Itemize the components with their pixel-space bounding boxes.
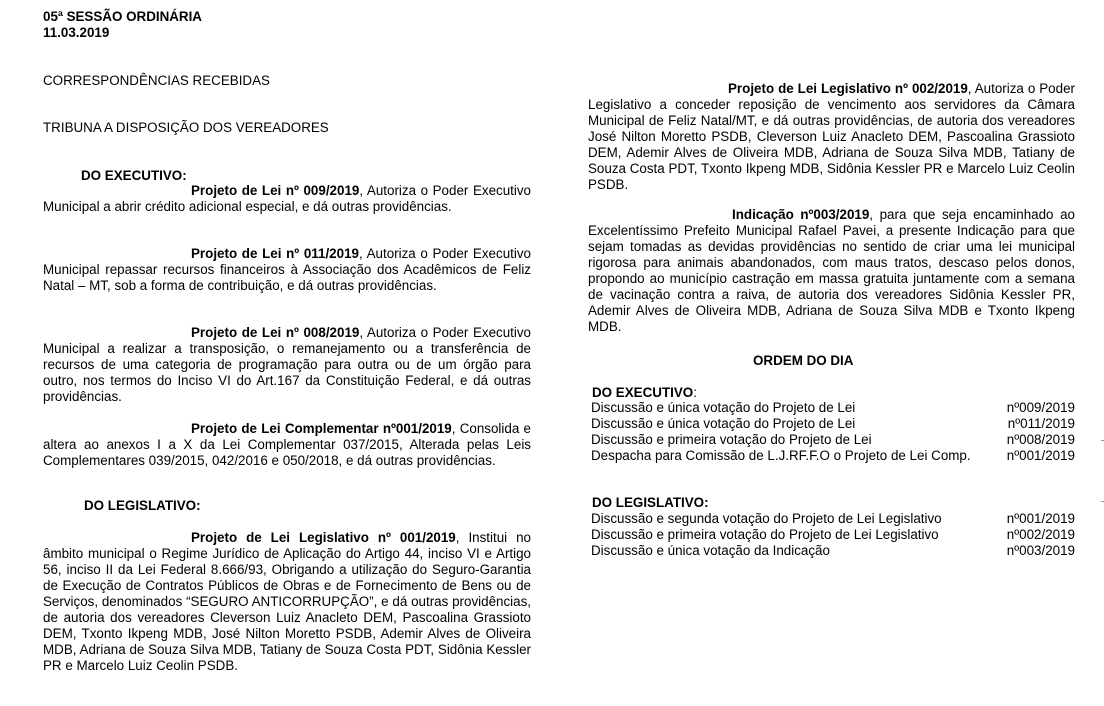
exec-item-3-title: Projeto de Lei nº 008/2019 [191, 325, 360, 340]
agenda-legislativo-heading: DO LEGISLATIVO: [592, 495, 709, 510]
right-item-2: Indicação nº003/2019, para que seja encaminhado ao Excelentíssimo Prefeito Municipal Rafael Pavei, a presente Indicação para que sejam tomadas as devidas providências no sentido de criar uma lei municipal rigorosa para animais abandonados, com maus tratos, descaso pelos donos, propondo ao município castração em massa gratuita juntamente com a semana de vacinação contra a raiva, de autoria dos vereadores Sidônia Kessler PR, Ademir Alves de Oliveira MDB, Adriana de Souza Silva MDB e Txonto Ikpeng MDB. [588, 207, 1075, 334]
exec-item-1: Projeto de Lei nº 009/2019, Autoriza o Poder Executivo Municipal a abrir crédito adicional especial, e dá outras providências. [43, 183, 531, 214]
executivo-heading: DO EXECUTIVO: [81, 168, 187, 183]
exec-item-1-title: Projeto de Lei nº 009/2019 [191, 183, 360, 198]
section-tribuna: TRIBUNA A DISPOSIÇÃO DOS VEREADORES [43, 120, 329, 135]
agenda-leg-row: Discussão e primeira votação do Projeto de Lei Legislativo nº002/2019 [591, 527, 1075, 542]
section-correspondencias: CORRESPONDÊNCIAS RECEBIDAS [43, 73, 270, 88]
leg-item-1-title: Projeto de Lei Legislativo nº 001/2019 [191, 530, 456, 545]
right-item-1: Projeto de Lei Legislativo nº 002/2019, Autoriza o Poder Legislativo a conceder reposição de vencimento aos servidores da Câmara Municipal de Feliz Natal/MT, e dá outras providências, de autoria dos vereadores José Nilton Moretto PSDB, Cleverson Luiz Anacleto DEM, Pascoalina Grassioto DEM, Ademir Alves de Oliveira MDB, Adriana de Souza Silva MDB, Tatiany de Souza Costa PDT, Txonto Ikpeng MDB, Sidônia Kessler PR e Marcelo Luiz Ceolin PSDB. [588, 81, 1075, 192]
exec-item-2: Projeto de Lei nº 011/2019, Autoriza o Poder Executivo Municipal repassar recursos financeiros à Associação dos Acadêmicos de Feliz Natal – MT, sob a forma de contribuição, e dá outras providências. [43, 246, 531, 293]
ordem-do-dia-heading: ORDEM DO DIA [753, 353, 854, 368]
agenda-exec-row: Discussão e primeira votação do Projeto de Lei nº008/2019 [591, 432, 1075, 447]
right-item-1-title: Projeto de Lei Legislativo nº 002/2019 [728, 81, 968, 96]
session-date: 11.03.2019 [43, 25, 110, 40]
leg-item-1: Projeto de Lei Legislativo nº 001/2019, Institui no âmbito municipal o Regime Jurídico de Aplicação do Artigo 44, inciso VI e Artigo 56, inciso II da Lei Federal 8.666/93, Obrigando a utilização do Seguro-Garantia de Execução de Contratos Públicos de Obras e de Fornecimento de Bens ou de Serviços, denominados “SEGURO ANTICORRUPÇÃO”, e dá outras providências, de autoria dos vereadores Cleverson Luiz Anacleto DEM, Pascoalina Grassioto DEM, Txonto Ikpeng MDB, José Nilton Moretto PSDB, Ademir Alves de Oliveira MDB, Adriana de Souza Silva MDB, Tatiany de Souza Costa PDT, Sidônia Kessler PR e Marcelo Luiz Ceolin PSDB. [43, 530, 531, 673]
agenda-leg-row: Discussão e única votação da Indicação nº003/2019 [591, 543, 1075, 558]
agenda-exec-row: Despacha para Comissão de L.J.RF.F.O o Projeto de Lei Comp. nº001/2019 [591, 448, 1075, 463]
exec-item-4-title: Projeto de Lei Complementar nº001/2019 [191, 421, 452, 436]
agenda-exec-row: Discussão e única votação do Projeto de Lei nº009/2019 [591, 400, 1075, 415]
agenda-leg-row: Discussão e segunda votação do Projeto de Lei Legislativo nº001/2019 [591, 511, 1075, 526]
right-item-2-title: Indicação nº003/2019 [732, 207, 870, 222]
legislativo-heading: DO LEGISLATIVO: [84, 498, 201, 513]
exec-item-4: Projeto de Lei Complementar nº001/2019, Consolida e altera ao anexos I a X da Lei Complementar 037/2015, Alterada pelas Leis Complementares 039/2015, 042/2016 e 050/2018, e dá outras providências. [43, 421, 531, 468]
session-title: 05ª SESSÃO ORDINÁRIA [43, 9, 202, 24]
agenda-exec-row: Discussão e única votação do Projeto de Lei nº011/2019 [591, 416, 1075, 431]
exec-item-3: Projeto de Lei nº 008/2019, Autoriza o Poder Executivo Municipal a realizar a transposição, o remanejamento ou a transferência de recursos de uma categoria de programação para outra ou de um órgão para outro, nos termos do Inciso VI do Art.167 da Constituição Federal, e dá outras providências. [43, 325, 531, 404]
agenda-executivo-heading: DO EXECUTIVO: [592, 385, 697, 400]
exec-item-2-title: Projeto de Lei nº 011/2019 [191, 246, 359, 261]
